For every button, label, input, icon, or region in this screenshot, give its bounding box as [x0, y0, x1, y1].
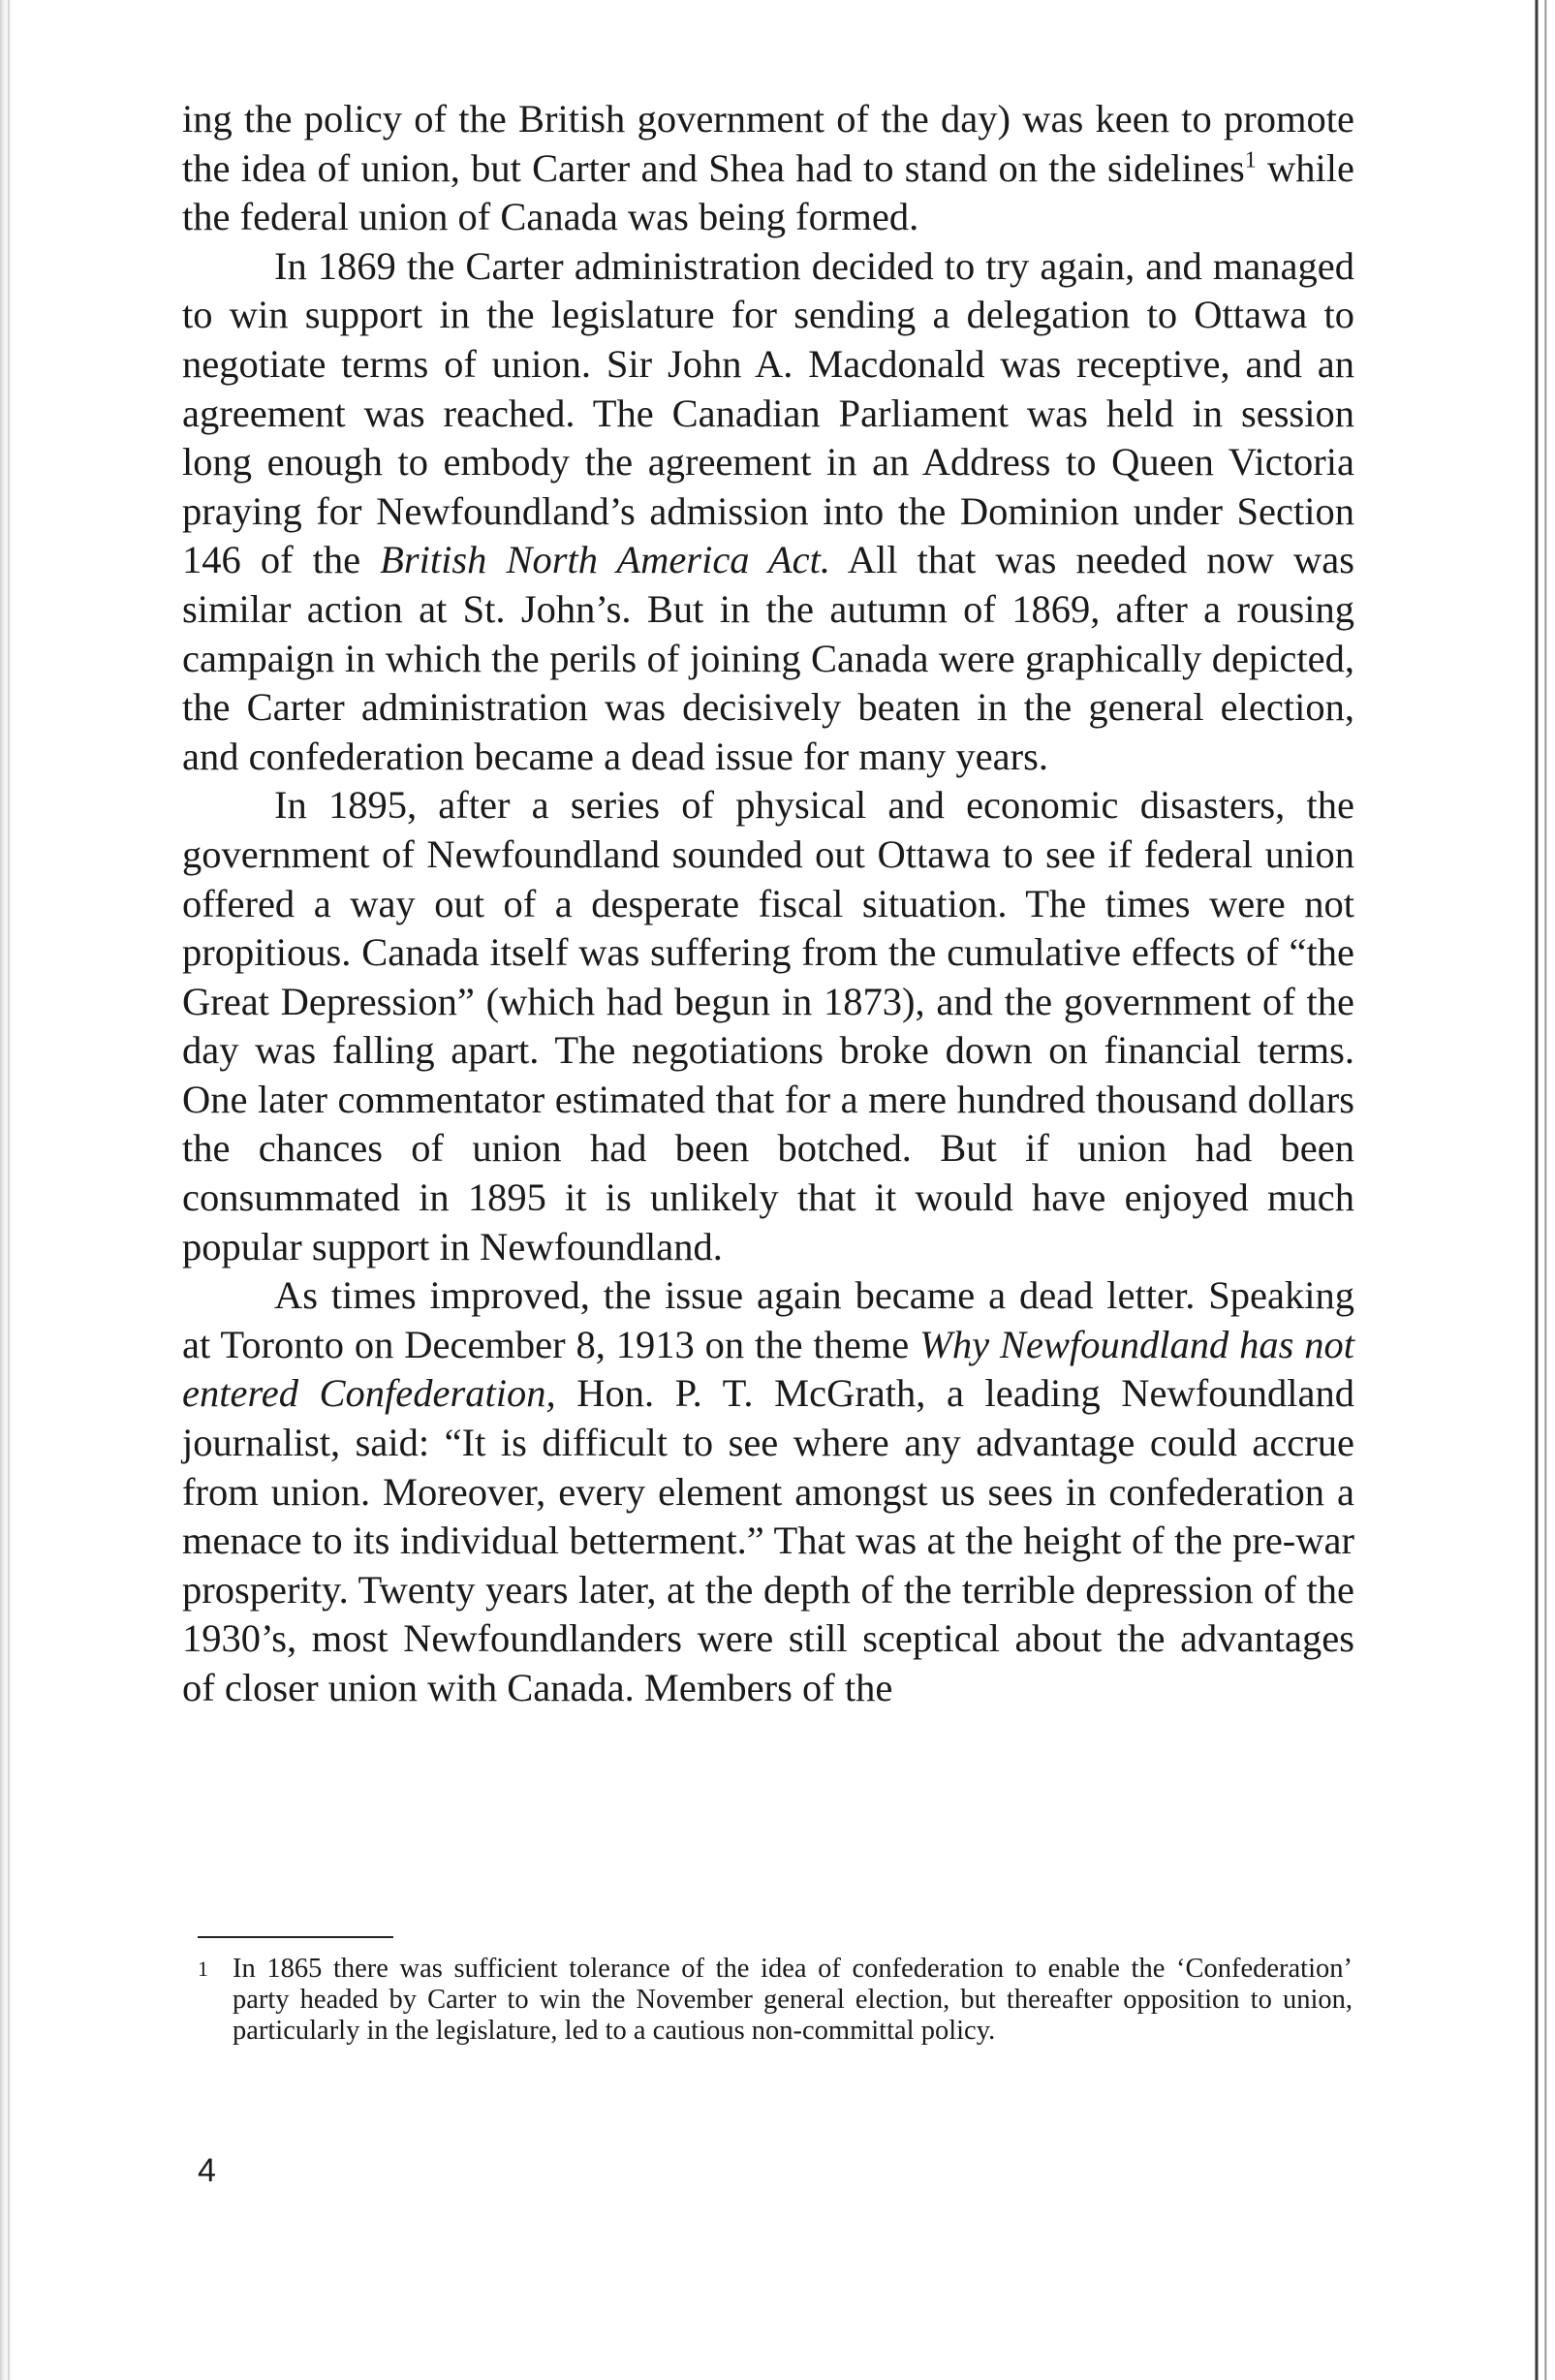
italic-text: British North America Act.	[380, 538, 830, 582]
paragraph	[182, 95, 1354, 242]
paragraph	[182, 781, 1354, 1271]
footnote	[198, 1954, 1353, 2047]
footnote-mark: 1	[198, 1957, 208, 1981]
scan-edge-left-line	[8, 0, 10, 2380]
body-text	[182, 95, 1354, 1713]
paragraph-text: As times improved, the issue again became a dead letter. Speaking at Toronto on December 8, 1913 on the theme	[182, 1273, 1354, 1366]
paragraph	[182, 1271, 1354, 1712]
paragraph-text: ing the policy of the British government of the day) was keen to promote the idea of union, but Carter and Shea had to stand on the sidelines	[182, 97, 1354, 190]
page-body	[182, 95, 1354, 1713]
italic-text: Why Newfoundland has not entered Confederation,	[182, 1322, 1354, 1416]
footnote-reference: 1	[1244, 147, 1257, 173]
footnote-text: In 1865 there was sufficient tolerance of the idea of confederation to enable the ‘Confederation’ party headed by Carter to win the November general election, but thereafter opposition to union, particularly in the legislature, led to a cautious non-committal policy.	[233, 1954, 1353, 2046]
paragraph-text: while the federal union of Canada was being formed.	[182, 145, 1354, 239]
paragraph	[182, 242, 1354, 782]
scan-edge-right	[1529, 0, 1555, 2380]
page-number: 4	[198, 2152, 216, 2189]
paragraph-text: All that was needed now was similar action at St. John’s. But in the autumn of 1869, after a rousing campaign in which the perils of joining Canada were graphically depicted, the Carter administration was decisively beaten in the general election, and confederation became a dead issue for many years.	[182, 538, 1354, 778]
footnote-rule	[198, 1936, 393, 1938]
scan-edge-left	[0, 0, 14, 2380]
paragraph-text: Hon. P. T. McGrath, a leading Newfoundland journalist, said: “It is difficult to see where any advantage could accrue from union. Moreover, every element amongst us sees in confederation a menace to its individual betterment.” That was at the height of the pre-war prosperity. Twenty years later, at the depth of the terrible depression of the 1930’s, most Newfoundlanders were still sceptical about the advantages of closer union with Canada. Members of the	[182, 1371, 1354, 1709]
paragraph-text: In 1869 the Carter administration decided to try again, and managed to win support in the legislature for sending a delegation to Ottawa to negotiate terms of union. Sir John A. Macdonald was receptive, and an agreement was reached. The Canadian Parliament was held in session long enough to embody the agreement in an Address to Queen Victoria praying for Newfoundland’s admission into the Dominion under Section 146 of the	[182, 243, 1354, 582]
paragraph-text: In 1895, after a series of physical and economic disasters, the government of Newfoundland sounded out Ottawa to see if federal union offered a way out of a desperate fiscal situation. The times were not propitious. Canada itself was suffering from the cumulative effects of “the Great Depression” (which had begun in 1873), and the government of the day was falling apart. The negotiations broke down on financial terms. One later commentator estimated that for a mere hundred thousand dollars the chances of union had been botched. But if union had been consummated in 1895 it is unlikely that it would have enjoyed much popular support in Newfoundland.	[182, 783, 1354, 1268]
